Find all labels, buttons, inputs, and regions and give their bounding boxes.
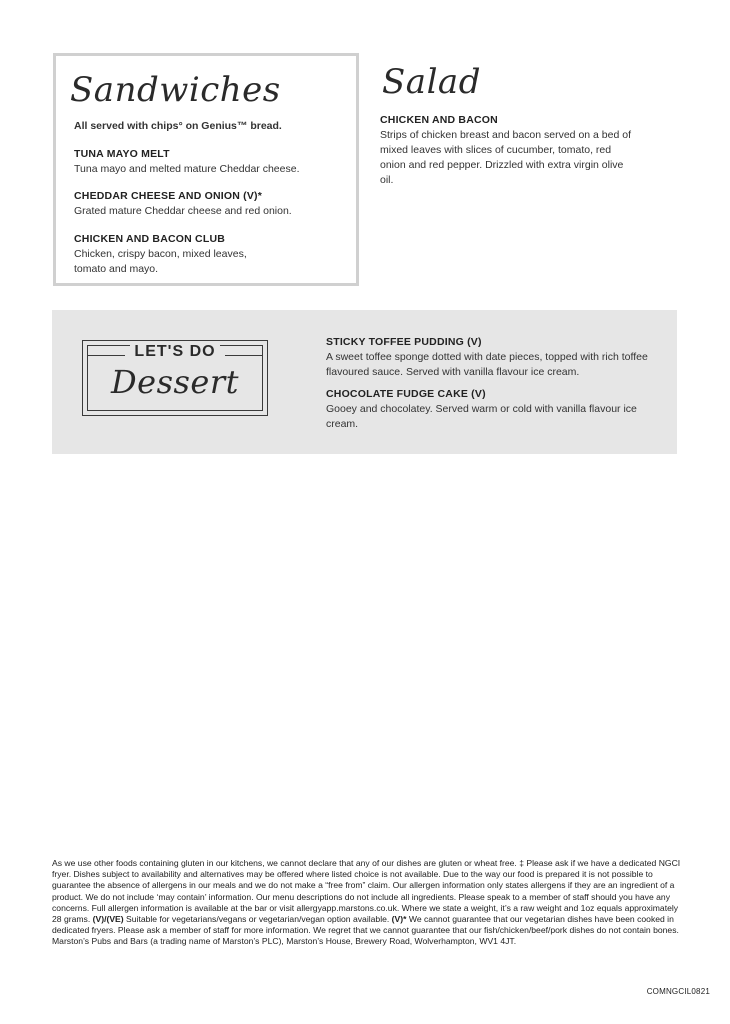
menu-code: COMNGCIL0821 [646,987,710,996]
menu-item-description [74,247,354,277]
menu-item-title: CHICKEN AND BACON CLUB [74,233,226,245]
menu-item-description-line: Chicken, crispy bacon, mixed leaves, [74,248,247,260]
menu-item-description-line: tomato and mayo. [74,263,159,275]
menu-item-sticky-toffee-pudding [326,336,671,380]
menu-item-tuna-mayo-melt [74,148,354,177]
badge-top-text [83,343,267,361]
menu-item-description: Strips of chicken breast and bacon served on a bed of mixed leaves with slices of cucumber, tomato, red onion and red pepper. Drizzled with extra virgin olive oil. [380,129,631,186]
menu-item-description: A sweet toffee sponge dotted with date pieces, topped with rich toffee flavoured sauce. Served with vanilla flavour ice cream. [326,351,648,378]
badge-script-text: Dessert [110,363,240,401]
menu-item-description: Tuna mayo and melted mature Cheddar cheese. [74,163,300,175]
menu-item-description: Grated mature Cheddar cheese and red onion. [74,205,292,217]
menu-item-chocolate-fudge-cake [326,388,671,432]
allergen-disclaimer [52,858,682,948]
veg-text: Suitable for vegetarians/vegans or vegetarian/vegan option available. [126,914,390,925]
dessert-items [326,336,671,440]
sandwiches-intro: All served with chips° on Genius™ bread. [74,120,282,132]
sandwiches-section [53,53,359,286]
menu-item-title: STICKY TOFFEE PUDDING (V) [326,336,482,348]
menu-item-chicken-bacon-salad [380,114,680,188]
disclaimer-text: As we use other foods containing gluten in our kitchens, we cannot declare that any of our dishes are gluten or wheat free. ‡ Please ask if we have a dedicated NGCI fryer. Dishes subject to availability and alternatives may be offered where listed choice is not available. Due to the way our food is prepared it is not possible to guarantee the absence of allergens in our meals and we do not make a “free from” claim. Our allergen information only states allergens if they are an ingredient of a product. We do not include ‘may contain’ information. Our menu descriptions do not include all ingredients. Please speak to a member of staff should you have any concerns. Full allergen information is available at the bar or visit allergyapp.marstons.co.uk. Where we state a weight, it’s a raw weight and 1oz equals approximately 28 grams. [52,858,681,925]
menu-item-title: CHOCOLATE FUDGE CAKE (V) [326,388,486,400]
menu-item-description: Gooey and chocolatey. Served warm or cold with vanilla flavour ice cream. [326,403,637,430]
sandwiches-heading: Sandwiches [70,70,281,110]
veg-label: (V)/(VE) [92,914,124,925]
menu-item-title: CHEDDAR CHEESE AND ONION (V)* [74,190,263,202]
menu-item-cheddar-cheese-onion [74,190,354,219]
lets-do-dessert-badge [82,340,268,416]
dessert-section [52,310,677,454]
menu-item-title: CHICKEN AND BACON [380,114,498,126]
vstar-label: (V)* [391,914,407,925]
salad-section [380,62,680,188]
menu-item-chicken-bacon-club [74,233,354,277]
salad-heading: Salad [382,62,481,102]
menu-item-title: TUNA MAYO MELT [74,148,170,160]
disclaimer-text-2: We cannot guarantee that our vegetarian dishes have been cooked in dedicated fryers. Please ask a member of staff for more information. We regret that we cannot guarantee that our fish/chicken/beef/pork dishes do not contain bones. Marston’s Pubs and Bars (a trading name of Marston’s PLC), Marston’s House, Brewery Road, Wolverhampton, WV1 4JT. [52,914,679,947]
badge-top-label: LET'S DO [130,343,219,360]
